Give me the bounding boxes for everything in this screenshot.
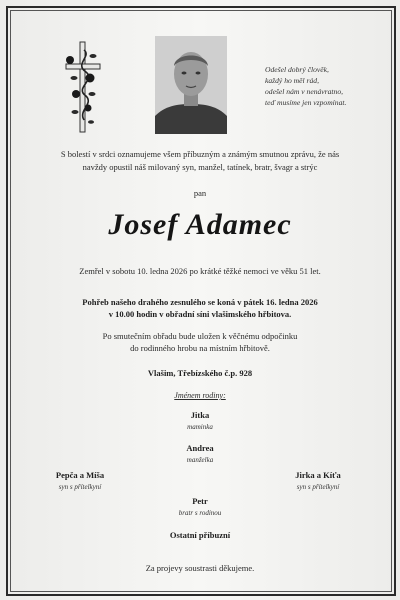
family-member-role: maminka [187, 423, 213, 431]
poem-line: Odešel dobrý člověk, [265, 65, 329, 74]
family-member-role: syn s přítelkyní [58, 483, 102, 491]
honorific: pan [193, 188, 207, 198]
funeral-details [30, 296, 370, 320]
thanks-note: Za projevy soustrasti děkujeme. [145, 563, 255, 573]
family-member-name: Petr [192, 496, 208, 506]
family-member [268, 470, 368, 491]
family-member [140, 443, 260, 464]
deceased-name: Josef Adamec [108, 208, 292, 241]
cross-with-roses-icon [60, 38, 106, 138]
family-member-role: manželka [186, 456, 214, 464]
burial-line: Po smutečním obřadu bude uložen k věčnému odpočinku [102, 331, 298, 341]
family-member-name: Andrea [186, 443, 214, 453]
family-member-name: Pepča a Míša [55, 470, 105, 480]
family-member [140, 496, 260, 517]
announcement-line: S bolestí v srdci oznamujeme všem příbuzným a známým smutnou zprávu, že nás [60, 149, 340, 159]
family-address: Vlašim, Třebízského č.p. 928 [147, 368, 253, 378]
other-relatives: Ostatní příbuzní [169, 530, 231, 540]
funeral-line: v 10.00 hodin v obřadní síni vlašimského hřbitova. [108, 309, 292, 319]
family-member-name: Jirka a Kíťa [295, 470, 341, 480]
announcement-text [30, 148, 370, 173]
portrait-image [155, 36, 227, 134]
burial-details [30, 330, 370, 354]
family-member [140, 410, 260, 431]
death-notice: Zemřel v sobotu 10. ledna 2026 po krátké těžké nemoci ve věku 51 let. [79, 266, 321, 276]
announcement-line: navždy opustil náš milovaný syn, manžel, tatínek, bratr, švagr a strýc [82, 161, 318, 172]
memorial-poem [265, 64, 385, 108]
deceased-photo [155, 36, 227, 134]
poem-line: odešel nám v nenávratno, [265, 87, 344, 96]
on-behalf-heading: Jménem rodiny: [174, 391, 226, 400]
burial-line: do rodinného hrobu na místním hřbitově. [130, 343, 270, 353]
family-member [30, 470, 130, 491]
poem-line: každý ho měl rád, [265, 76, 319, 85]
family-member-role: syn s přítelkyní [296, 483, 340, 491]
family-member-role: bratr s rodinou [178, 509, 222, 517]
poem-line: teď musíme jen vzpomínat. [265, 98, 347, 107]
funeral-line: Pohřeb našeho drahého zesnulého se koná v pátek 16. ledna 2026 [82, 297, 318, 307]
family-member-name: Jitka [190, 410, 210, 420]
